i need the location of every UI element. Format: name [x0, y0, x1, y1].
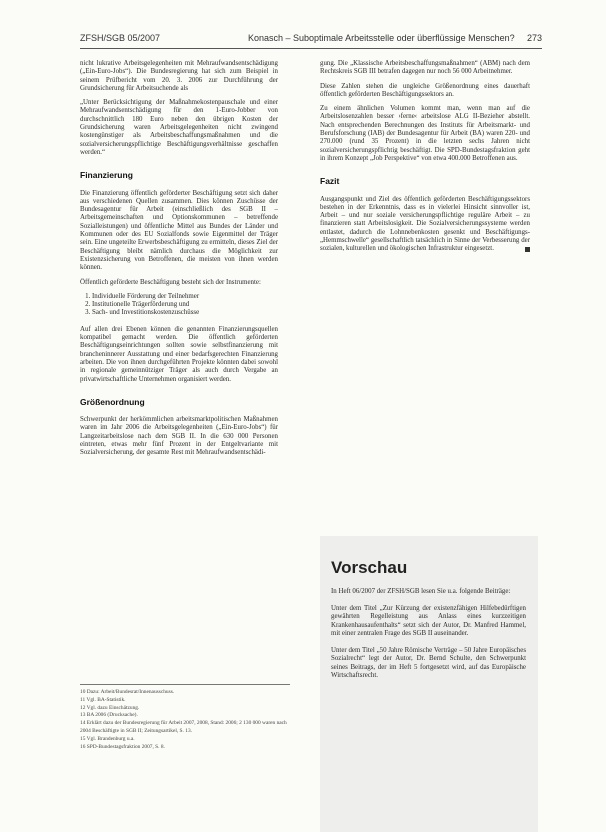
end-mark	[525, 247, 530, 252]
paragraph: In Heft 06/2007 der ZFSH/SGB lesen Sie u.a. folgende Beiträge:	[331, 588, 511, 595]
header-rule	[80, 48, 542, 49]
list-item: 1. Individuelle Förderung der Teilnehmer	[92, 293, 278, 301]
running-title: Konasch – Suboptimale Arbeitsstelle oder überflüssige Menschen?	[248, 33, 515, 43]
paragraph: Diese Zahlen stehen die ungleiche Größenordnung eines dauerhaft öffentlich geförderten Beschäftigungssektors an.	[320, 82, 530, 98]
running-header	[80, 30, 542, 48]
paragraph: nicht lukrative Arbeitsgelegenheiten mit Mehraufwandsentschädigung („Ein-Euro-Jobs“). Die Bundesregierung hat sich zum Beispiel in seinem Prüfbericht vom 20. 3. 2006 zur Durchführung der Grundsicherung für Arbeitsuchende als	[80, 60, 278, 92]
paragraph: Schwerpunkt der herkömmlichen arbeitsmarktpolitischen Maßnahmen waren im Jahr 2006 die Arbeitsgelegenheiten („Ein-Euro-Jobs“) für Langzeitarbeitslose nach dem SGB II. In die 630 000 Personen eintreten, etwas mehr fünf Prozent in der Entgeltvariante mit Sozialversicherung, der gesamte Rest mit Mehraufwandsentschädi-	[80, 416, 278, 457]
heading-finanzierung: Finanzierung	[80, 170, 133, 181]
quote-paragraph: „Unter Berücksichtigung der Maßnahmekostenpauschale und einer Mehraufwandsentschädigung für den 1-Euro-Jobber von durchschnittlich 180 Euro neben den übrigen Kosten der Grundsicherung waren Arbeitsgelegenheiten nicht zwingend kostengünstiger als Arbeitsbeschaffungsmaßnahmen und die sozialversicherungspflichtige Beschäftigungsverhältnisse geschaffen werden.“	[80, 99, 278, 156]
left-column	[80, 60, 278, 464]
heading-groessenordnung: Größenordnung	[80, 396, 145, 407]
paragraph: gung. Die „Klassische Arbeitsbeschaffungsmaßnahmen“ (ABM) nach dem Rechtskreis SGB III betrafen dagegen nur noch 56 000 Arbeitnehmer.	[320, 60, 530, 76]
right-column	[320, 60, 530, 260]
footnote: 10 Dazu: Arbeit/Bundesrat/Innenausschuss.	[80, 689, 175, 695]
paragraph	[320, 196, 530, 254]
fazit-text: Ausgangspunkt und Ziel des öffentlich geförderten Beschäftigungssektors bestehen in der Erkenntnis, dass es in vielerlei Hinsicht sinnvoller ist, Arbeit – und nur soziale versicherungspflichtige reguläre Arbeit – zu finanzieren statt Arbeitslosigkeit. Die Sozialversicherungssysteme werden entlastet, dadurch die Lohnnebenkosten gesenkt und Beschäftigungs-„Hemmschwelle“ gesellschaftlich tatsächlich in Sinne der Verbesserung der sozialen, kulturellen und ökologischen Infrastruktur eingesetzt.	[320, 195, 530, 253]
paragraph: Öffentlich geförderte Beschäftigung besteht sich der Instrumente:	[80, 278, 261, 286]
footnote: 12 Vgl. dazu Einschätzung.	[80, 704, 140, 711]
footnote: 11 Vgl. BA-Statistik.	[80, 696, 126, 703]
preview-text	[320, 588, 538, 681]
paragraph: Unter dem Titel „50 Jahre Römische Verträge – 50 Jahre Europäisches Sozialrecht“ legt der Autor, Dr. Bernd Schulte, den Schwerpunkt seines Beitrags, der im Heft 5 fortgesetzt wird, auf das Europäische Wirtschaftsrecht.	[331, 646, 526, 679]
journal-issue: ZFSH/SGB 05/2007	[80, 33, 161, 43]
list-item: 3. Sach- und Investitionskostenzuschüsse	[92, 309, 278, 317]
footnote: 14 Erklärt dazu der Bundesregierung für Arbeit 2007, 2008, Stand: 2006; 2 130 000 waren nach 2004 Beschäftigte in SGB II; Zeitungsartikel, S. 13.	[80, 720, 287, 734]
preview-title: Vorschau	[331, 558, 408, 577]
paragraph: Unter dem Titel „Zur Kürzung der existenzfähigen Hilfebedürftigen gewährten Regelleistung aus Anlass eines kurzzeitigen Krankenhausaufenthalts“ setzt sich der Autor, Dr. Manfred Hammel, mit einer zentralen Frage des SGB II auseinander.	[331, 604, 526, 637]
footnote: 13 BA 2006 (Drucksache).	[80, 712, 138, 719]
page-number: 273	[526, 33, 542, 43]
list-item: 2. Institutionelle Trägerförderung und	[92, 301, 278, 309]
footnotes	[80, 684, 290, 751]
instrument-list	[80, 293, 278, 318]
paragraph: Auf allen drei Ebenen können die genannten Finanzierungsquellen kompatibel gemacht werden. Die öffentlich geförderten Beschäftigungseinrichtungen sollten sowie selbstfinanzierung mit brancheninnerer Ausstattung und einer bedarfsgerechten Finanzierung arbeiten. Die von ihnen durchgeführten Projekte könnten dabei sowohl in regionale gemeinnütziger Träger als auch durch Vergabe an privatwirtschaftliche Unternehmen organisiert werden.	[80, 325, 278, 383]
heading-fazit: Fazit	[320, 176, 340, 187]
paragraph: Zu einem ähnlichen Volumen kommt man, wenn man auf die Arbeitslosenzahlen besser ›ferne‹ arbeitslose ALG II-Bezieher abstellt. Nach entsprechenden Berechnungen des Instituts für Arbeitsmarkt- und Berufsforschung (IAB) der Bundesagentur für Arbeit (BA) waren 220- und 270.000 (rund 35 Prozent) in die letzten sechs Jahren nicht sozialversicherungspflichtig beschäftigt. Die SPD-Bundestagsfraktion geht in ihrem Konzept „Job Perspektive“ von etwa 400.000 Betroffenen aus.	[320, 105, 530, 162]
footnote: 15 Vgl. Brandenburg u.a.	[80, 735, 135, 742]
preview-box	[320, 536, 538, 832]
paragraph: Die Finanzierung öffentlich geförderter Beschäftigung setzt sich daher aus verschiedenen Quellen zusammen. Dies können Zuschüsse der Bundesagentur für Arbeit (einschließlich des SGB II – Arbeitsgemeinschaften und Optionskommunen – betreffende Sozialleistungen) und öffentliche Mittel aus Bundes der Länder und Kommunen oder des EU Sozialfonds sowie Eigenmittel der Träger sein. Eine ungeteilte Erwerbsbeschäftigung zu ermitteln, dieses Ziel der Beschäftigung bleibt nämlich durchaus die Möglichkeit zur Existenzsicherung von Betroffenen, die meisten von ihnen werden können.	[80, 189, 278, 272]
footnote: 16 SPD-Bundestagsfraktion 2007, S. 8.	[80, 743, 165, 750]
